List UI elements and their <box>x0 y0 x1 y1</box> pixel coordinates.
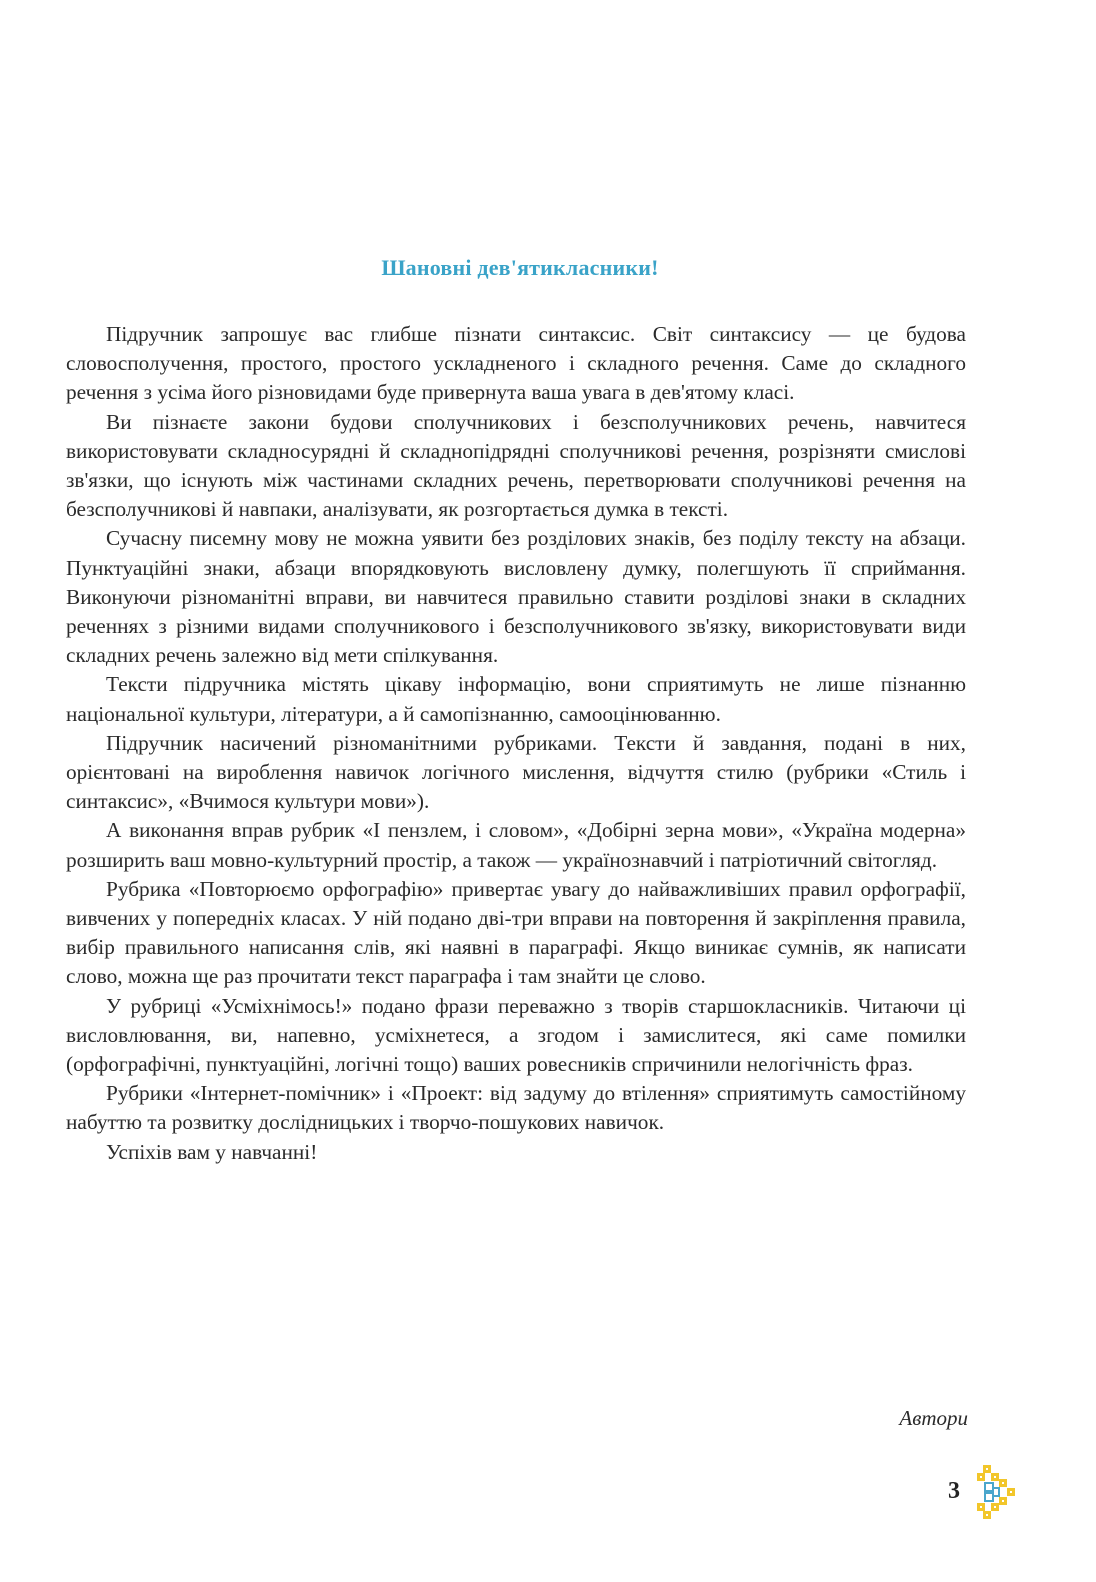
embroidery-ornament-icon <box>975 1463 1023 1521</box>
signature: Автори <box>899 1406 968 1430</box>
paragraph: Підручник насичений різноманітними рубриками. Тексти й завдання, подані в них, орієнтовані на вироблення навичок логічного мислення, відчуття стилю (рубрики «Стиль і синтаксис», «Вчимося культури мови»). <box>66 730 966 814</box>
paragraph: Ви пізнаєте закони будови сполучникових і безсполучникових речень, навчитеся використовувати складносурядні й складнопідрядні сполучникові речення, розрізняти смислові зв'язки, що існують між частинами складних речень, перетворювати сполучникові речення на безсполучникові й навпаки, аналізувати, як розгортається думка в тексті. <box>66 409 966 522</box>
paragraph: У рубриці «Усміхнімось!» подано фрази переважно з творів старшокласників. Читаючи ці висловлювання, ви, напевно, усміхнетеся, а згодом і замислитеся, які саме помилки (орфографічні, пунктуаційні, логічні тощо) ваших ровесників спричинили нелогічність фраз. <box>66 993 966 1077</box>
paragraph: Підручник запрошує вас глибше пізнати синтаксис. Світ синтаксису — це будова словосполучення, простого, простого ускладненого і складного речення. Саме до складного речення з усіма його різновидами буде привернута ваша увага в дев'ятому класі. <box>66 322 966 405</box>
page-title: Шановні дев'ятикласники! <box>381 254 659 280</box>
page-number: 3 <box>948 1478 960 1504</box>
paragraph: Сучасну писемну мову не можна уявити без розділових знаків, без поділу тексту на абзаци. Пунктуаційні знаки, абзаци впорядковують висловлену думку, полегшують її сприймання. Виконуючи різноманітні вправи, ви навчитеся правильно ставити розділові знаки в складних реченнях з різними видами сполучникового і безсполучникового зв'язку, використовувати види складних речень залежно від мети спілкування. <box>66 526 966 668</box>
paragraph: А виконання вправ рубрик «І пензлем, і словом», «Добірні зерна мови», «Україна модерна» розширить ваш мовно-культурний простір, а також — українознавчий і патріотичний світогляд. <box>66 818 966 872</box>
paragraph: Рубрика «Повторюємо орфографію» привертає увагу до найважливіших правил орфографії, вивчених у попередніх класах. У ній подано дві-три вправи на повторення й закріплення правила, вибір правильного написання слів, які наявні в параграфі. Якщо виникає сумнів, як написати слово, можна ще раз прочитати текст параграфа і там знайти це слово. <box>66 876 966 989</box>
paragraph: Рубрики «Інтернет-помічник» і «Проект: від задуму до втілення» сприятимуть самостійному набуттю та розвитку дослідницьких і творчо-пошукових навичок. <box>66 1081 966 1135</box>
body-text <box>66 320 966 1167</box>
paragraph: Тексти підручника містять цікаву інформацію, вони сприятимуть не лише пізнанню національної культури, літератури, а й самопізнанню, самооцінюванню. <box>66 672 966 726</box>
paragraph: Успіхів вам у навчанні! <box>106 1139 318 1164</box>
